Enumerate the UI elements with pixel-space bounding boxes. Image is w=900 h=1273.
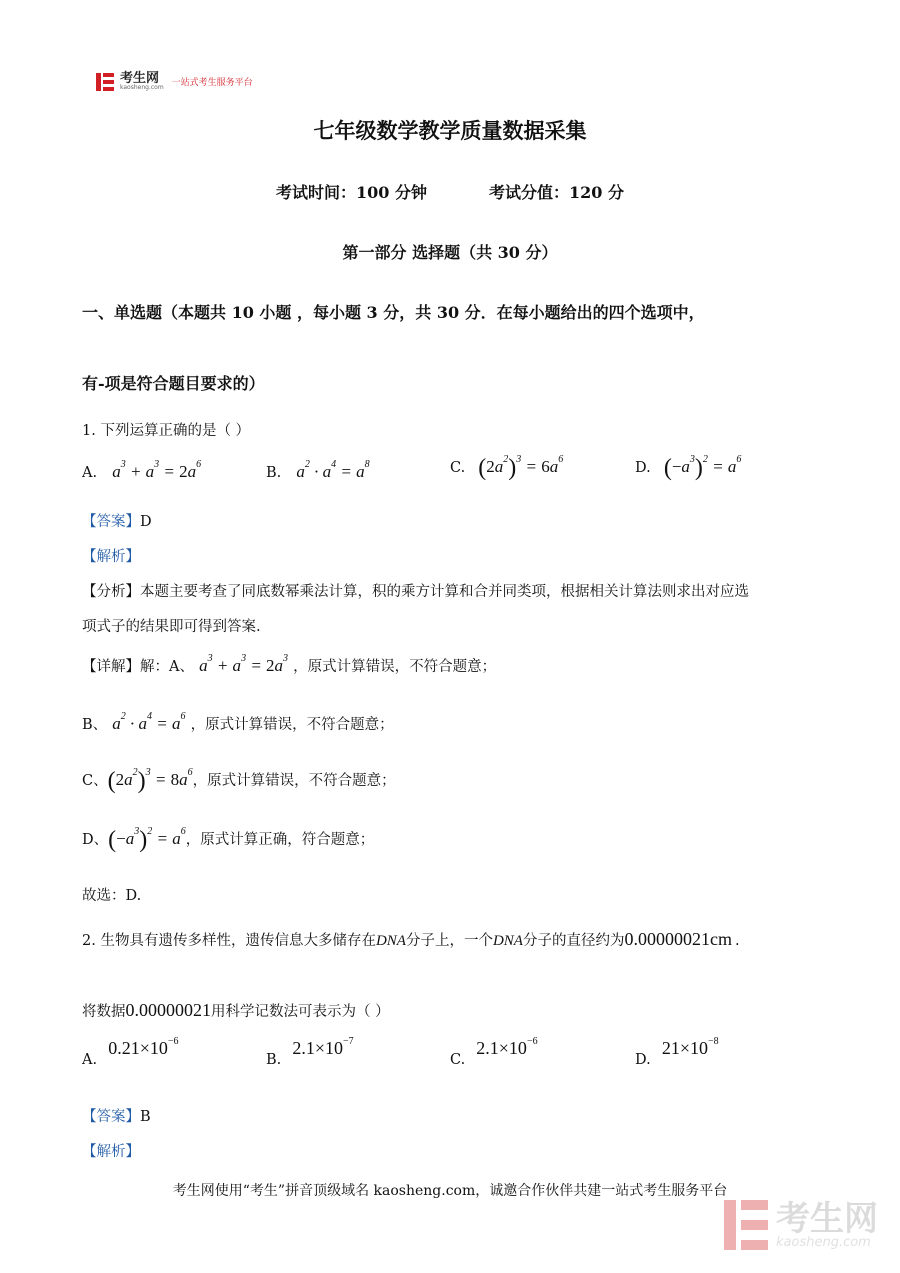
q2-option-b — [266, 1036, 354, 1069]
q2-option-b-value: $2.1\times 10^{-7}$ — [292, 1036, 354, 1058]
q2-option-c — [450, 1036, 538, 1069]
q2-period: . — [734, 933, 740, 949]
q2-stem-line2 — [82, 1000, 390, 1021]
q2-stem-part2: 分子上，一个 — [405, 933, 493, 949]
q1-analysis-line1: 【分析】本题主要考查了同底数幂乘法计算，积的乘方计算和合并同类项，根据相关计算法则求出对应选 — [82, 584, 749, 600]
q2-stem-line1 — [82, 929, 740, 950]
q1-option-c-formula: $(2a^2)^3 = 6a^6$ — [478, 454, 564, 481]
q1-option-b-label: B. — [266, 465, 282, 481]
q1-choice: 故选：D. — [82, 888, 142, 904]
q2-line2-part1: 将数据 — [82, 1004, 126, 1020]
q1-option-a-formula: $a^3 + a^3 = 2a^6$ — [112, 459, 202, 481]
q2-stem-part1: 2. 生物具有遗传多样性，遗传信息大多储存在 — [82, 933, 376, 949]
header-logo — [96, 72, 253, 91]
q1-option-c — [450, 455, 563, 482]
header-slogan: 一站式考生服务平台 — [171, 78, 253, 88]
q1-detail-c-label: C、 — [82, 773, 108, 789]
q1-detail-c — [82, 768, 396, 795]
q1-answer-value: D — [140, 514, 152, 530]
exam-score: 考试分值：120 分 — [489, 183, 624, 202]
q2-line2-part2: 用科学记数法可表示为（ ） — [211, 1004, 390, 1020]
q1-stem: 1. 下列运算正确的是（ ） — [82, 423, 251, 439]
exam-meta — [0, 180, 900, 203]
q2-number: 0.00000021 — [125, 1000, 211, 1020]
q1-option-a — [82, 459, 202, 482]
q1-detail-d-label: D、 — [82, 832, 109, 848]
header-domain: kaosheng.com — [120, 84, 164, 91]
section-heading-line1: 一、单选题（本题共 10 小题 ，每小题 3 分，共 30 分．在每小题给出的四个选项中， — [82, 303, 705, 322]
watermark — [724, 1200, 878, 1250]
q2-option-c-value: $2.1\times 10^{-6}$ — [476, 1036, 538, 1058]
q1-analysis-line2: 项式子的结果即可得到答案. — [82, 619, 261, 635]
q2-option-a-value: $0.21\times 10^{-6}$ — [108, 1036, 179, 1058]
q2-dna-1: DNA — [375, 933, 406, 949]
q1-detail-b — [82, 713, 394, 734]
q2-option-d — [635, 1036, 719, 1069]
q1-answer — [82, 510, 152, 531]
q2-option-c-label: C. — [450, 1052, 466, 1068]
q1-detail-c-verdict: ，原式计算错误，不符合题意； — [192, 773, 396, 789]
q1-detail-d-formula: $(-a^3)^2 = a^6$ — [108, 826, 186, 853]
q2-answer — [82, 1105, 151, 1126]
q1-detail-prefix: 【详解】解：A、 — [82, 659, 194, 675]
q1-detail-a — [82, 655, 496, 676]
watermark-brand: 考生网 — [776, 1198, 878, 1239]
q1-detail-c-formula: $(2a^2)^3 = 8a^6$ — [107, 767, 193, 794]
q2-answer-value: B — [140, 1109, 151, 1125]
q2-stem-part3: 分子的直径约为 — [522, 933, 625, 949]
header-brand: 考生网 — [120, 71, 160, 86]
q1-detail-a-formula: $a^3 + a^3 = 2a^3$ — [199, 653, 289, 675]
q2-analysis-tag: 【解析】 — [82, 1144, 140, 1160]
watermark-domain: kaosheng.com — [776, 1234, 871, 1250]
part-title: 第一部分 选择题（共 30 分） — [342, 243, 558, 262]
q1-option-b-formula: $a^2 \cdot a^4 = a^8$ — [296, 459, 370, 481]
q1-answer-tag: 【答案】 — [82, 514, 140, 530]
q1-analysis-tag: 【解析】 — [82, 549, 140, 565]
q1-detail-b-verdict: ，原式计算错误，不符合题意； — [190, 717, 394, 733]
page-title: 七年级数学教学质量数据采集 — [313, 118, 587, 143]
q1-detail-d-verdict: ，原式计算正确，符合题意； — [185, 832, 375, 848]
q2-option-d-label: D. — [635, 1052, 651, 1068]
q2-answer-tag: 【答案】 — [82, 1109, 140, 1125]
q1-detail-b-formula: $a^2 \cdot a^4 = a^6$ — [112, 711, 186, 733]
q1-detail-b-label: B、 — [82, 717, 108, 733]
q2-dna-2: DNA — [492, 933, 523, 949]
exam-time: 考试时间：100 分钟 — [276, 183, 427, 202]
q2-option-a-label: A. — [82, 1052, 98, 1068]
q2-option-b-label: B. — [266, 1052, 282, 1068]
q1-detail-a-verdict: ，原式计算错误，不符合题意； — [293, 659, 497, 675]
section-heading-line2: 有-项是符合题目要求的） — [82, 374, 265, 393]
page-footer: 考生网使用“考生”拼音顶级域名 kaosheng.com，诚邀合作伙伴共建一站式考生服务平台 — [172, 1183, 728, 1199]
q1-option-d-formula: $(-a^3)^2 = a^6$ — [663, 454, 742, 481]
q1-option-a-label: A. — [82, 465, 98, 481]
q2-option-d-value: $21\times 10^{-8}$ — [661, 1036, 719, 1058]
watermark-logo-icon — [724, 1200, 768, 1250]
q1-detail-d — [82, 827, 374, 854]
q2-diameter: 0.00000021cm — [624, 929, 732, 949]
q1-option-b — [266, 459, 370, 482]
q2-option-a — [82, 1036, 179, 1069]
q1-option-d — [635, 455, 741, 482]
q1-option-d-label: D. — [635, 460, 651, 476]
q1-option-c-label: C. — [450, 460, 466, 476]
kaosheng-logo-icon — [96, 73, 114, 91]
